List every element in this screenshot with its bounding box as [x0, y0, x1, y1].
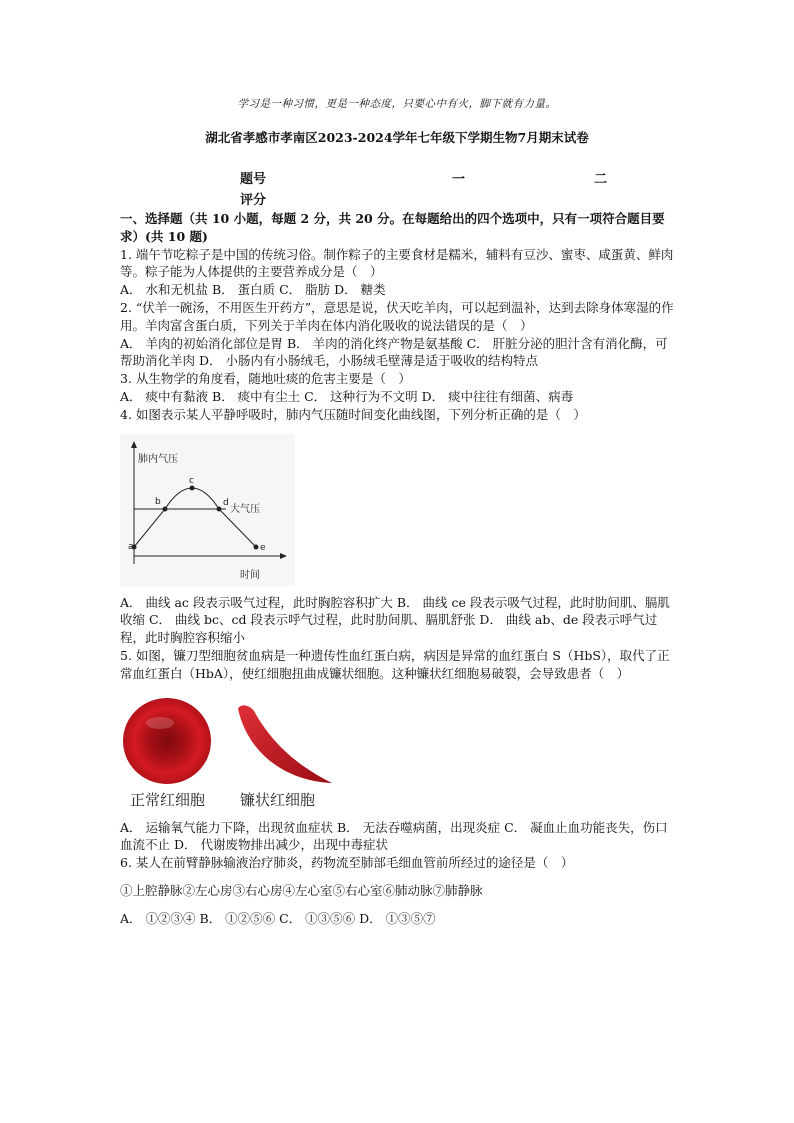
question-2-options: A． 羊肉的初始消化部位是胃 B． 羊肉的消化终产物是氨基酸 C． 肝脏分泌的胆汁含有消化酶，可帮助消化羊肉 D． 小肠内有小肠绒毛，小肠绒毛壁薄是适于吸收的结构特点 — [120, 335, 668, 369]
point-b-label: b — [155, 496, 161, 507]
x-axis-label: 时间 — [240, 569, 260, 581]
point-d — [217, 506, 222, 511]
point-e-label: e — [260, 542, 266, 553]
question-3-options: A． 痰中有黏液 B． 痰中有尘土 C． 这种行为不文明 D． 痰中往往有细菌、病毒 — [120, 388, 574, 404]
sickle-cell-label: 镰状红细胞 — [240, 790, 316, 809]
score-col-header: 题号 — [240, 172, 267, 187]
point-e — [254, 544, 259, 549]
question-6-list: ①上腔静脉②左心房③右心房④左心室⑤右心室⑥肺动脉⑦肺静脉 — [120, 882, 483, 898]
point-c-label: c — [189, 475, 194, 486]
question-5-options: A． 运输氧气能力下降，出现贫血症状 B． 无法吞噬病菌，出现炎症 C． 凝血止血功能丧失，伤口血流不止 D． 代谢废物排出减少，出现中毒症状 — [120, 819, 668, 853]
breathing-pressure-chart — [120, 434, 295, 586]
point-d-label: d — [223, 497, 229, 508]
question-6-options: A． ①②③④ B． ①②⑤⑥ C． ①③⑤⑥ D． ①③⑤⑦ — [120, 910, 436, 926]
question-1-options: A． 水和无机盐 B． 蛋白质 C． 脂肪 D． 糖类 — [120, 282, 386, 298]
red-blood-cell-figure — [120, 693, 680, 811]
normal-red-cell — [123, 698, 211, 784]
score-row-label: 评分 — [240, 193, 267, 208]
question-6-stem: 6. 某人在前臂静脉输液治疗肺炎，药物流至肺部毛细血管前所经过的途径是（ ） — [120, 855, 574, 871]
cell-illustration — [120, 693, 340, 811]
exam-title: 湖北省孝感市孝南区2023-2024学年七年级下学期生物7月期末试卷 — [205, 130, 589, 145]
atmospheric-label: 大气压 — [230, 503, 260, 515]
question-2-stem: 2. “伏羊一碗汤，不用医生开药方”，意思是说，伏天吃羊肉，可以起到温补，达到去除身体寒湿的作用。羊肉富含蛋白质，下列关于羊肉在体内消化吸收的说法错误的是（ ） — [120, 299, 674, 333]
question-1-stem: 1. 端午节吃粽子是中国的传统习俗。制作粽子的主要食材是糯米，辅料有豆沙、蜜枣、咸蛋黄、鲜肉等。粽子能为人体提供的主要营养成分是（ ） — [120, 246, 674, 280]
question-4-stem: 4. 如图表示某人平静呼吸时，肺内气压随时间变化曲线图，下列分析正确的是（ ） — [120, 406, 586, 422]
point-a-label: a — [128, 541, 134, 552]
y-axis-label: 肺内气压 — [138, 453, 178, 465]
sickle-red-cell — [238, 705, 332, 783]
score-col-1: 一 — [452, 172, 466, 187]
question-content — [120, 210, 680, 928]
normal-cell-highlight — [146, 717, 174, 729]
header-motto: 学习是一种习惯，更是一种态度，只要心中有火，脚下就有力量。 — [237, 98, 557, 110]
question-5-stem: 5. 如图，镰刀型细胞贫血病是一种遗传性血红蛋白病，病因是异常的血红蛋白 S（HbS），取代了正常血红蛋白（HbA），使红细胞扭曲成镰状细胞。这种镰状红细胞易破裂，会导致患者（ ） — [120, 647, 670, 681]
question-4-options: A． 曲线 ac 段表示吸气过程，此时胸腔容积扩大 B． 曲线 ce 段表示吸气过程，此时肋间肌、膈肌收缩 C． 曲线 bc、cd 段表示呼气过程，此时肋间肌、膈肌舒张 D． 曲线 ab、de 段表示呼气过程，此时胸腔容积缩小 — [120, 594, 670, 646]
section-heading: 一、选择题（共 10 小题，每题 2 分，共 20 分。在每题给出的四个选项中，只有一项符合题目要求）(共 10 题) — [120, 211, 665, 244]
question-3-stem: 3. 从生物学的角度看，随地吐痰的危害主要是（ ） — [120, 371, 411, 387]
point-b — [163, 506, 168, 511]
breathing-pressure-figure — [120, 434, 680, 586]
point-c — [190, 485, 195, 490]
score-col-2: 二 — [594, 172, 608, 187]
normal-cell-label: 正常红细胞 — [130, 790, 206, 809]
